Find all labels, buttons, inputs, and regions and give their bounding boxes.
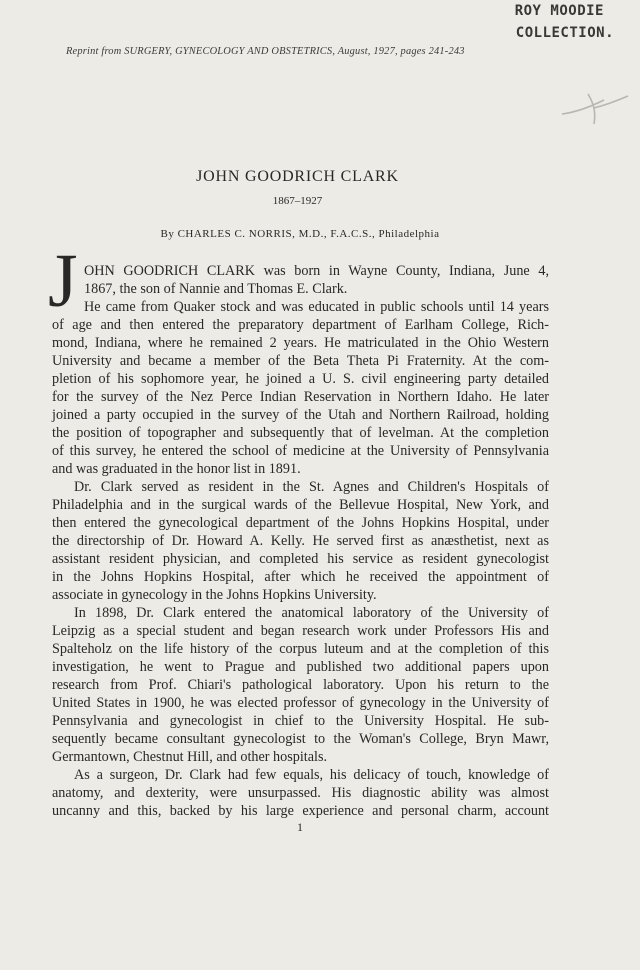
collection-stamp	[515, 0, 614, 44]
text-line: for the survey of the Nez Perce Indian Reservation in Northern Idaho. He later	[52, 389, 549, 405]
text-line: investigation, he went to Prague and published two additional papers upon	[52, 659, 549, 675]
text-line: Spalteholz on the life history of the corpus luteum and at the completion of this	[52, 641, 549, 657]
text-line: pletion of his sophomore year, he joined a U. S. civil engineering party detailed	[52, 371, 549, 387]
reprint-note: Reprint from SURGERY, GYNECOLOGY AND OBSTETRICS, August, 1927, pages 241-243	[66, 46, 465, 57]
text-line: In 1898, Dr. Clark entered the anatomical laboratory of the University of	[74, 605, 549, 621]
life-dates: 1867–1927	[272, 195, 323, 207]
text-line: As a surgeon, Dr. Clark had few equals, his delicacy of touch, knowledge of	[74, 767, 549, 783]
text-line: mond, Indiana, where he remained 2 years. He matriculated in the Ohio Western	[52, 335, 549, 351]
text-line: in the Johns Hopkins Hospital, after which he received the appointment of	[52, 569, 549, 585]
text-line: OHN GOODRICH CLARK was born in Wayne County, Indiana, June 4,	[84, 263, 549, 279]
author-byline: By CHARLES C. NORRIS, M.D., F.A.C.S., Philadelphia	[160, 228, 440, 240]
text-line: 1867, the son of Nannie and Thomas E. Clark.	[84, 281, 348, 297]
text-line: the position of topographer and subsequently that of levelman. At the completion	[52, 425, 549, 441]
text-line: uncanny and this, backed by his large experience and personal charm, account	[52, 803, 549, 819]
text-line: assistant resident physician, and completed his service as resident gynecologist	[52, 551, 549, 567]
page-number: 1	[297, 820, 303, 834]
text-line: then entered the gynecological department of the Johns Hopkins Hospital, under	[52, 515, 549, 531]
text-line: the directorship of Dr. Howard A. Kelly. He served first as anæsthetist, next as	[52, 533, 549, 549]
stamp-line: ROY MOODIE	[514, 3, 604, 19]
text-line: Germantown, Chestnut Hill, and other hospitals.	[52, 749, 328, 765]
article-body	[52, 262, 549, 820]
text-line: associate in gynecology in the Johns Hopkins University.	[52, 587, 377, 603]
text-line: Philadelphia and in the surgical wards of the Bellevue Hospital, New York, and	[52, 497, 549, 513]
text-line: Leipzig as a special student and began research work under Professors His and	[52, 623, 549, 639]
drop-cap: J	[48, 239, 78, 323]
text-line: United States in 1900, he was elected professor of gynecology in the University of	[52, 695, 549, 711]
text-line: of age and then entered the preparatory department of Earlham College, Rich-	[52, 317, 549, 333]
text-line: research from Prof. Chiari's pathological laboratory. Upon his return to the	[52, 677, 549, 693]
text-line: and was graduated in the honor list in 1891.	[52, 461, 301, 477]
text-line: of this survey, he entered the school of medicine at the University of Pennsylvania	[52, 443, 549, 459]
text-line: sequently became consultant gynecologist to the Woman's College, Bryn Mawr,	[52, 731, 549, 747]
article-title: JOHN GOODRICH CLARK	[196, 168, 399, 185]
text-line: Dr. Clark served as resident in the St. Agnes and Children's Hospitals of	[74, 479, 549, 495]
text-line: joined a party occupied in the survey of the Utah and Northern Railroad, holding	[52, 407, 549, 423]
text-line: University and became a member of the Beta Theta Pi Fraternity. At the com-	[52, 353, 549, 369]
pencil-mark-icon	[558, 90, 630, 130]
stamp-line: COLLECTION.	[515, 25, 614, 41]
text-line: He came from Quaker stock and was educated in public schools until 14 years	[84, 299, 549, 315]
text-line: anatomy, and dexterity, were unsurpassed. His diagnostic ability was almost	[52, 785, 549, 801]
text-line: Pennsylvania and gynecologist in chief to the University Hospital. He sub-	[52, 713, 549, 729]
